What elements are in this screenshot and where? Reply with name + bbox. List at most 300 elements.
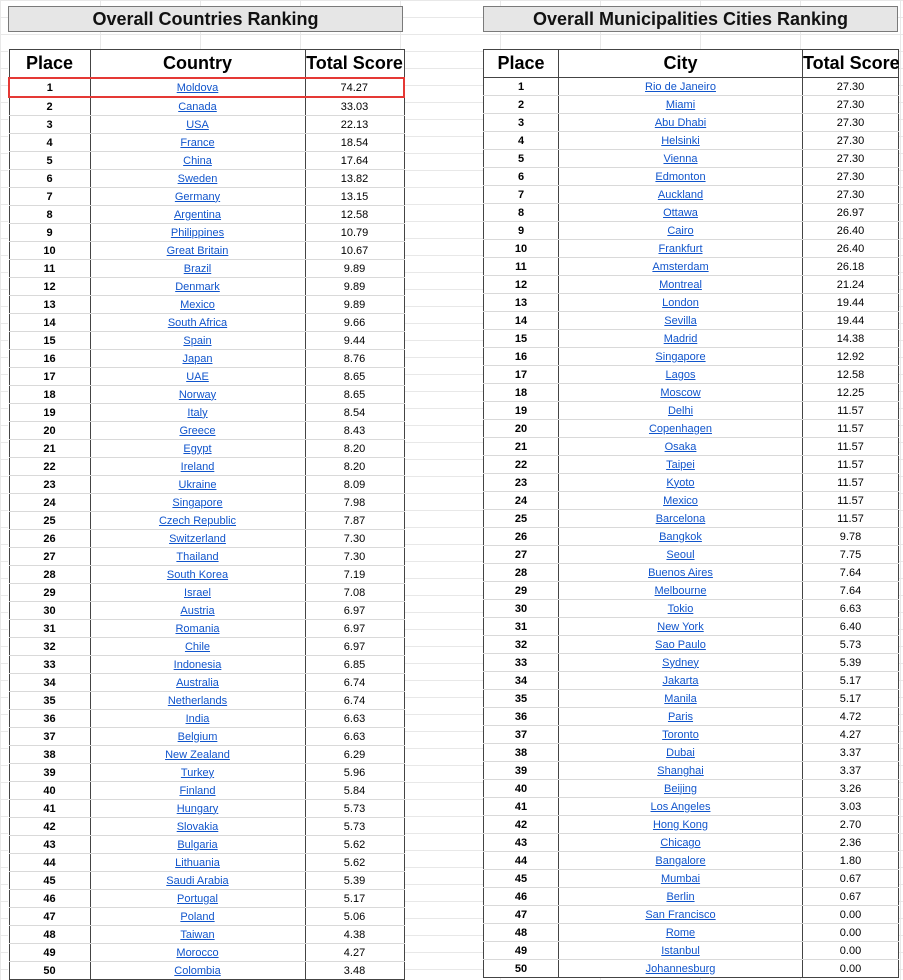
total-score-cell[interactable]: 4.38 — [305, 926, 404, 944]
place-column-header[interactable]: Place — [9, 50, 90, 79]
city-link[interactable]: Chicago — [660, 836, 701, 849]
total-score-cell[interactable]: 5.62 — [305, 836, 404, 854]
total-score-cell[interactable]: 10.79 — [305, 224, 404, 242]
place-cell[interactable]: 47 — [9, 908, 90, 926]
city-cell[interactable] — [559, 132, 803, 150]
country-cell[interactable] — [90, 78, 305, 97]
total-score-cell[interactable]: 9.89 — [305, 296, 404, 314]
place-cell[interactable]: 35 — [9, 692, 90, 710]
place-cell[interactable]: 31 — [484, 618, 559, 636]
city-link[interactable]: Ottawa — [663, 206, 698, 219]
country-link[interactable]: Indonesia — [173, 658, 222, 671]
place-cell[interactable]: 49 — [9, 944, 90, 962]
total-score-cell[interactable]: 17.64 — [305, 152, 404, 170]
total-score-cell[interactable]: 8.65 — [305, 368, 404, 386]
place-cell[interactable]: 5 — [484, 150, 559, 168]
place-cell[interactable]: 19 — [9, 404, 90, 422]
country-link[interactable]: France — [180, 136, 215, 149]
country-cell[interactable] — [90, 674, 305, 692]
place-cell[interactable]: 45 — [484, 870, 559, 888]
country-link[interactable]: Belgium — [177, 730, 218, 743]
city-cell[interactable] — [559, 798, 803, 816]
total-score-cell[interactable]: 18.54 — [305, 134, 404, 152]
total-score-cell[interactable]: 7.64 — [803, 582, 899, 600]
place-cell[interactable]: 43 — [484, 834, 559, 852]
city-cell[interactable] — [559, 168, 803, 186]
place-cell[interactable]: 35 — [484, 690, 559, 708]
place-cell[interactable]: 7 — [484, 186, 559, 204]
place-cell[interactable]: 2 — [484, 96, 559, 114]
country-link[interactable]: Sweden — [177, 172, 218, 185]
place-cell[interactable]: 33 — [9, 656, 90, 674]
total-score-cell[interactable]: 5.96 — [305, 764, 404, 782]
total-score-cell[interactable]: 27.30 — [803, 186, 899, 204]
city-cell[interactable] — [559, 780, 803, 798]
country-link[interactable]: Ireland — [180, 460, 215, 473]
place-cell[interactable]: 3 — [9, 116, 90, 134]
place-cell[interactable]: 10 — [484, 240, 559, 258]
place-cell[interactable]: 41 — [9, 800, 90, 818]
city-link[interactable]: Mumbai — [660, 872, 701, 885]
country-cell[interactable] — [90, 800, 305, 818]
country-cell[interactable] — [90, 584, 305, 602]
country-cell[interactable] — [90, 224, 305, 242]
total-score-cell[interactable]: 8.65 — [305, 386, 404, 404]
country-cell[interactable] — [90, 872, 305, 890]
total-score-cell[interactable]: 12.58 — [803, 366, 899, 384]
city-cell[interactable] — [559, 240, 803, 258]
city-cell[interactable] — [559, 816, 803, 834]
city-link[interactable]: Montreal — [659, 278, 702, 291]
country-cell[interactable] — [90, 440, 305, 458]
place-cell[interactable]: 48 — [484, 924, 559, 942]
country-link[interactable]: UAE — [186, 370, 209, 383]
total-score-cell[interactable]: 5.62 — [305, 854, 404, 872]
country-link[interactable]: Finland — [179, 784, 216, 797]
total-score-cell[interactable]: 6.97 — [305, 602, 404, 620]
city-link[interactable]: Jakarta — [662, 674, 699, 687]
country-link[interactable]: Spain — [183, 334, 212, 347]
total-score-column-header[interactable]: Total Score — [803, 50, 899, 78]
total-score-cell[interactable]: 11.57 — [803, 420, 899, 438]
country-cell[interactable] — [90, 206, 305, 224]
place-cell[interactable]: 12 — [9, 278, 90, 296]
total-score-cell[interactable]: 19.44 — [803, 312, 899, 330]
total-score-cell[interactable]: 11.57 — [803, 510, 899, 528]
total-score-cell[interactable]: 3.26 — [803, 780, 899, 798]
city-link[interactable]: Delhi — [667, 404, 694, 417]
country-link[interactable]: Taiwan — [180, 928, 215, 941]
city-cell[interactable] — [559, 546, 803, 564]
country-link[interactable]: USA — [186, 118, 209, 131]
total-score-cell[interactable]: 27.30 — [803, 132, 899, 150]
country-link[interactable]: South Korea — [166, 568, 229, 581]
city-link[interactable]: Rome — [665, 926, 696, 939]
country-link[interactable]: Israel — [184, 586, 211, 599]
city-cell[interactable] — [559, 690, 803, 708]
place-cell[interactable]: 40 — [9, 782, 90, 800]
place-cell[interactable]: 17 — [484, 366, 559, 384]
country-cell[interactable] — [90, 548, 305, 566]
place-column-header[interactable]: Place — [484, 50, 559, 78]
country-cell[interactable] — [90, 656, 305, 674]
total-score-cell[interactable]: 4.72 — [803, 708, 899, 726]
total-score-cell[interactable]: 6.63 — [305, 710, 404, 728]
country-link[interactable]: Hungary — [176, 802, 219, 815]
city-cell[interactable] — [559, 852, 803, 870]
country-link[interactable]: Romania — [175, 622, 220, 635]
country-link[interactable]: Morocco — [176, 946, 219, 959]
place-cell[interactable]: 24 — [484, 492, 559, 510]
city-link[interactable]: Barcelona — [655, 512, 706, 525]
total-score-cell[interactable]: 7.64 — [803, 564, 899, 582]
city-cell[interactable] — [559, 204, 803, 222]
city-link[interactable]: Seoul — [666, 548, 695, 561]
city-cell[interactable] — [559, 438, 803, 456]
city-cell[interactable] — [559, 402, 803, 420]
city-link[interactable]: Kyoto — [666, 476, 695, 489]
country-cell[interactable] — [90, 404, 305, 422]
city-cell[interactable] — [559, 384, 803, 402]
city-link[interactable]: London — [662, 296, 699, 309]
country-cell[interactable] — [90, 260, 305, 278]
place-cell[interactable]: 36 — [9, 710, 90, 728]
city-cell[interactable] — [559, 636, 803, 654]
total-score-cell[interactable]: 13.82 — [305, 170, 404, 188]
city-cell[interactable] — [559, 960, 803, 978]
total-score-cell[interactable]: 4.27 — [803, 726, 899, 744]
country-cell[interactable] — [90, 386, 305, 404]
country-cell[interactable] — [90, 854, 305, 872]
city-cell[interactable] — [559, 582, 803, 600]
city-link[interactable]: Moscow — [660, 386, 701, 399]
place-cell[interactable]: 1 — [9, 78, 90, 97]
country-cell[interactable] — [90, 962, 305, 980]
city-link[interactable]: Melbourne — [654, 584, 707, 597]
country-link[interactable]: Lithuania — [175, 856, 220, 869]
total-score-cell[interactable]: 10.67 — [305, 242, 404, 260]
total-score-cell[interactable]: 3.48 — [305, 962, 404, 980]
place-cell[interactable]: 42 — [484, 816, 559, 834]
place-cell[interactable]: 26 — [9, 530, 90, 548]
place-cell[interactable]: 32 — [9, 638, 90, 656]
city-cell[interactable] — [559, 564, 803, 582]
total-score-cell[interactable]: 7.08 — [305, 584, 404, 602]
total-score-cell[interactable]: 8.20 — [305, 440, 404, 458]
place-cell[interactable]: 2 — [9, 97, 90, 116]
city-link[interactable]: Taipei — [666, 458, 695, 471]
total-score-cell[interactable]: 8.43 — [305, 422, 404, 440]
total-score-cell[interactable]: 6.85 — [305, 656, 404, 674]
place-cell[interactable]: 5 — [9, 152, 90, 170]
country-cell[interactable] — [90, 530, 305, 548]
total-score-cell[interactable]: 0.67 — [803, 888, 899, 906]
city-cell[interactable] — [559, 276, 803, 294]
place-cell[interactable]: 18 — [9, 386, 90, 404]
country-link[interactable]: Brazil — [183, 262, 212, 275]
country-link[interactable]: Saudi Arabia — [166, 874, 229, 887]
place-cell[interactable]: 30 — [9, 602, 90, 620]
city-link[interactable]: Los Angeles — [650, 800, 711, 813]
country-link[interactable]: Canada — [178, 100, 217, 113]
country-cell[interactable] — [90, 908, 305, 926]
city-cell[interactable] — [559, 600, 803, 618]
city-cell[interactable] — [559, 654, 803, 672]
place-cell[interactable]: 44 — [484, 852, 559, 870]
country-link[interactable]: Great Britain — [166, 244, 229, 257]
place-cell[interactable]: 27 — [484, 546, 559, 564]
city-link[interactable]: New York — [657, 620, 704, 633]
place-cell[interactable]: 14 — [484, 312, 559, 330]
city-cell[interactable] — [559, 348, 803, 366]
country-cell[interactable] — [90, 170, 305, 188]
place-cell[interactable]: 46 — [484, 888, 559, 906]
place-cell[interactable]: 19 — [484, 402, 559, 420]
country-link[interactable]: Japan — [182, 352, 213, 365]
total-score-cell[interactable]: 26.18 — [803, 258, 899, 276]
country-link[interactable]: Ukraine — [178, 478, 217, 491]
city-cell[interactable] — [559, 78, 803, 96]
total-score-cell[interactable]: 0.00 — [803, 960, 899, 978]
country-link[interactable]: Singapore — [172, 496, 223, 509]
place-cell[interactable]: 17 — [9, 368, 90, 386]
place-cell[interactable]: 29 — [9, 584, 90, 602]
total-score-cell[interactable]: 5.17 — [803, 672, 899, 690]
country-cell[interactable] — [90, 242, 305, 260]
country-link[interactable]: China — [183, 154, 212, 167]
country-cell[interactable] — [90, 422, 305, 440]
total-score-cell[interactable]: 7.30 — [305, 548, 404, 566]
total-score-cell[interactable]: 33.03 — [305, 97, 404, 116]
total-score-cell[interactable]: 5.17 — [305, 890, 404, 908]
city-cell[interactable] — [559, 708, 803, 726]
country-cell[interactable] — [90, 188, 305, 206]
country-cell[interactable] — [90, 620, 305, 638]
city-cell[interactable] — [559, 744, 803, 762]
city-link[interactable]: Hong Kong — [652, 818, 709, 831]
total-score-cell[interactable]: 8.20 — [305, 458, 404, 476]
place-cell[interactable]: 20 — [9, 422, 90, 440]
place-cell[interactable]: 43 — [9, 836, 90, 854]
place-cell[interactable]: 31 — [9, 620, 90, 638]
place-cell[interactable]: 34 — [9, 674, 90, 692]
city-cell[interactable] — [559, 942, 803, 960]
city-link[interactable]: Cairo — [667, 224, 694, 237]
city-cell[interactable] — [559, 96, 803, 114]
country-link[interactable]: Greece — [179, 424, 216, 437]
country-cell[interactable] — [90, 836, 305, 854]
country-link[interactable]: Austria — [180, 604, 215, 617]
country-link[interactable]: Germany — [174, 190, 221, 203]
city-link[interactable]: Osaka — [664, 440, 697, 453]
place-cell[interactable]: 28 — [484, 564, 559, 582]
place-cell[interactable]: 49 — [484, 942, 559, 960]
country-cell[interactable] — [90, 350, 305, 368]
total-score-cell[interactable]: 27.30 — [803, 150, 899, 168]
country-cell[interactable] — [90, 890, 305, 908]
city-link[interactable]: Sydney — [662, 656, 699, 669]
city-link[interactable]: Shanghai — [657, 764, 704, 777]
country-column-header[interactable]: Country — [90, 50, 305, 79]
country-link[interactable]: Philippines — [170, 226, 225, 239]
city-cell[interactable] — [559, 294, 803, 312]
total-score-cell[interactable]: 6.63 — [803, 600, 899, 618]
total-score-cell[interactable]: 7.98 — [305, 494, 404, 512]
total-score-cell[interactable]: 11.57 — [803, 402, 899, 420]
place-cell[interactable]: 1 — [484, 78, 559, 96]
country-cell[interactable] — [90, 314, 305, 332]
place-cell[interactable]: 50 — [9, 962, 90, 980]
total-score-cell[interactable]: 11.57 — [803, 456, 899, 474]
place-cell[interactable]: 42 — [9, 818, 90, 836]
place-cell[interactable]: 15 — [9, 332, 90, 350]
total-score-cell[interactable]: 6.63 — [305, 728, 404, 746]
city-link[interactable]: Lagos — [665, 368, 696, 381]
total-score-cell[interactable]: 12.92 — [803, 348, 899, 366]
country-cell[interactable] — [90, 692, 305, 710]
city-cell[interactable] — [559, 834, 803, 852]
place-cell[interactable]: 12 — [484, 276, 559, 294]
place-cell[interactable]: 32 — [484, 636, 559, 654]
city-cell[interactable] — [559, 726, 803, 744]
city-cell[interactable] — [559, 222, 803, 240]
city-link[interactable]: Edmonton — [655, 170, 706, 183]
place-cell[interactable]: 39 — [484, 762, 559, 780]
city-link[interactable]: Toronto — [662, 728, 699, 741]
country-cell[interactable] — [90, 494, 305, 512]
city-cell[interactable] — [559, 366, 803, 384]
city-link[interactable]: Mexico — [663, 494, 698, 507]
place-cell[interactable]: 16 — [484, 348, 559, 366]
total-score-cell[interactable]: 5.73 — [305, 800, 404, 818]
place-cell[interactable]: 4 — [9, 134, 90, 152]
total-score-cell[interactable]: 2.36 — [803, 834, 899, 852]
country-cell[interactable] — [90, 818, 305, 836]
country-link[interactable]: Australia — [176, 676, 219, 689]
city-link[interactable]: Helsinki — [661, 134, 700, 147]
country-cell[interactable] — [90, 566, 305, 584]
total-score-cell[interactable]: 22.13 — [305, 116, 404, 134]
place-cell[interactable]: 48 — [9, 926, 90, 944]
total-score-cell[interactable]: 14.38 — [803, 330, 899, 348]
country-cell[interactable] — [90, 97, 305, 116]
city-cell[interactable] — [559, 330, 803, 348]
place-cell[interactable]: 13 — [9, 296, 90, 314]
place-cell[interactable]: 9 — [9, 224, 90, 242]
total-score-cell[interactable]: 74.27 — [305, 78, 404, 97]
total-score-cell[interactable]: 8.76 — [305, 350, 404, 368]
total-score-cell[interactable]: 5.39 — [803, 654, 899, 672]
country-link[interactable]: Netherlands — [167, 694, 228, 707]
total-score-cell[interactable]: 4.27 — [305, 944, 404, 962]
place-cell[interactable]: 23 — [9, 476, 90, 494]
place-cell[interactable]: 15 — [484, 330, 559, 348]
total-score-cell[interactable]: 7.75 — [803, 546, 899, 564]
place-cell[interactable]: 7 — [9, 188, 90, 206]
country-link[interactable]: New Zealand — [165, 748, 230, 761]
place-cell[interactable]: 46 — [9, 890, 90, 908]
place-cell[interactable]: 39 — [9, 764, 90, 782]
country-cell[interactable] — [90, 116, 305, 134]
total-score-cell[interactable]: 9.66 — [305, 314, 404, 332]
country-link[interactable]: Moldova — [176, 81, 219, 94]
country-link[interactable]: Egypt — [183, 442, 212, 455]
total-score-cell[interactable]: 0.00 — [803, 942, 899, 960]
city-cell[interactable] — [559, 258, 803, 276]
total-score-cell[interactable]: 9.89 — [305, 260, 404, 278]
total-score-cell[interactable]: 27.30 — [803, 168, 899, 186]
total-score-cell[interactable]: 9.89 — [305, 278, 404, 296]
total-score-cell[interactable]: 12.58 — [305, 206, 404, 224]
city-cell[interactable] — [559, 924, 803, 942]
place-cell[interactable]: 8 — [484, 204, 559, 222]
total-score-cell[interactable]: 12.25 — [803, 384, 899, 402]
city-link[interactable]: Tokio — [667, 602, 694, 615]
place-cell[interactable]: 20 — [484, 420, 559, 438]
country-cell[interactable] — [90, 944, 305, 962]
country-link[interactable]: Poland — [180, 910, 215, 923]
city-cell[interactable] — [559, 888, 803, 906]
place-cell[interactable]: 33 — [484, 654, 559, 672]
country-link[interactable]: Denmark — [175, 280, 220, 293]
country-link[interactable]: Colombia — [174, 964, 221, 977]
place-cell[interactable]: 50 — [484, 960, 559, 978]
total-score-cell[interactable]: 3.37 — [803, 762, 899, 780]
total-score-cell[interactable]: 26.40 — [803, 222, 899, 240]
city-link[interactable]: Rio de Janeiro — [645, 80, 716, 93]
total-score-cell[interactable]: 13.15 — [305, 188, 404, 206]
country-link[interactable]: Slovakia — [176, 820, 219, 833]
country-link[interactable]: Portugal — [177, 892, 218, 905]
city-cell[interactable] — [559, 420, 803, 438]
city-cell[interactable] — [559, 312, 803, 330]
total-score-cell[interactable]: 27.30 — [803, 114, 899, 132]
city-link[interactable]: Amsterdam — [652, 260, 709, 273]
place-cell[interactable]: 10 — [9, 242, 90, 260]
total-score-cell[interactable]: 6.74 — [305, 692, 404, 710]
total-score-cell[interactable]: 26.97 — [803, 204, 899, 222]
country-cell[interactable] — [90, 728, 305, 746]
country-cell[interactable] — [90, 296, 305, 314]
city-cell[interactable] — [559, 150, 803, 168]
city-link[interactable]: Sao Paulo — [655, 638, 706, 651]
country-link[interactable]: Argentina — [173, 208, 222, 221]
country-cell[interactable] — [90, 764, 305, 782]
city-cell[interactable] — [559, 474, 803, 492]
city-link[interactable]: Bangalore — [655, 854, 706, 867]
country-cell[interactable] — [90, 368, 305, 386]
country-cell[interactable] — [90, 746, 305, 764]
city-link[interactable]: Miami — [665, 98, 696, 111]
total-score-cell[interactable]: 7.30 — [305, 530, 404, 548]
place-cell[interactable]: 45 — [9, 872, 90, 890]
place-cell[interactable]: 38 — [484, 744, 559, 762]
place-cell[interactable]: 27 — [9, 548, 90, 566]
city-cell[interactable] — [559, 510, 803, 528]
place-cell[interactable]: 26 — [484, 528, 559, 546]
place-cell[interactable]: 11 — [484, 258, 559, 276]
total-score-cell[interactable]: 5.73 — [803, 636, 899, 654]
city-cell[interactable] — [559, 186, 803, 204]
place-cell[interactable]: 38 — [9, 746, 90, 764]
country-cell[interactable] — [90, 332, 305, 350]
place-cell[interactable]: 16 — [9, 350, 90, 368]
city-cell[interactable] — [559, 114, 803, 132]
place-cell[interactable]: 25 — [9, 512, 90, 530]
place-cell[interactable]: 21 — [9, 440, 90, 458]
country-link[interactable]: Bulgaria — [177, 838, 218, 851]
total-score-cell[interactable]: 0.00 — [803, 924, 899, 942]
